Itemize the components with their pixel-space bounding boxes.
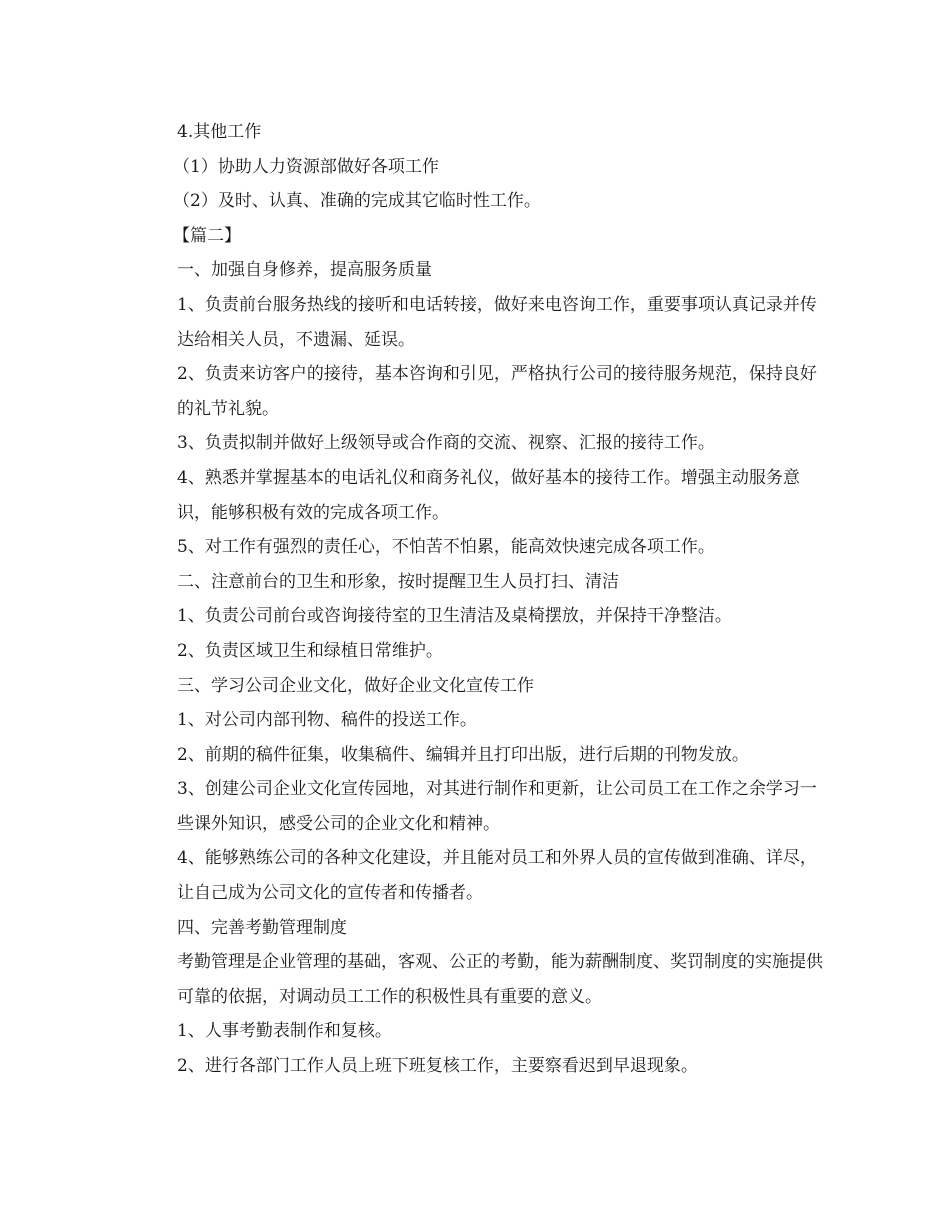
paragraph-attendance-review: 2、进行各部门工作人员上班下班复核工作，主要察看迟到早退现象。 [177, 1056, 698, 1077]
paragraph-temporary-tasks: （2）及时、认真、准确的完成其它临时性工作。 [173, 191, 541, 212]
paragraph-attendance-importance: 考勤管理是企业管理的基础，客观、公正的考勤，能为薪酬制度、奖罚制度的实施提供可靠的依据，对调动员工工作的积极性具有重要的意义。 [177, 952, 823, 1007]
paragraph-hotline: 1、负责前台服务热线的接听和电话转接，做好来电咨询工作，重要事项认真记录并传达给相关人员，不遗漏、延误。 [177, 294, 817, 350]
heading-corporate-culture: 三、学习公司企业文化，做好企业文化宣传工作 [177, 675, 534, 696]
heading-hygiene: 二、注意前台的卫生和形象，按时提醒卫生人员打扫、清洁 [177, 571, 619, 592]
paragraph-etiquette: 4、熟悉并掌握基本的电话礼仪和商务礼仪，做好基本的接待工作。增强主动服务意识，能够积极有效的完成各项工作。 [177, 467, 800, 523]
paragraph-responsibility: 5、对工作有强烈的责任心，不怕苦不怕累，能高效快速完成各项工作。 [177, 537, 715, 558]
paragraph-manuscript-collection: 2、前期的稿件征集，收集稿件、编辑并且打印出版，进行后期的刊物发放。 [177, 744, 749, 765]
paragraph-culture-building: 4、能够熟练公司的各种文化建设，并且能对员工和外界人员的宣传做到准确、详尽，让自己成为公司文化的宣传者和传播者。 [177, 848, 817, 904]
section-heading-part-two: 【篇二】 [173, 225, 241, 246]
paragraph-other-work: 4.其他工作 [177, 122, 262, 142]
paragraph-plant-maintenance: 2、负责区域卫生和绿植日常维护。 [177, 640, 443, 661]
paragraph-culture-garden: 3、创建公司企业文化宣传园地，对其进行制作和更新，让公司员工在工作之余学习一些课外知识，感受公司的企业文化和精神。 [177, 779, 817, 834]
heading-self-cultivation: 一、加强自身修养，提高服务质量 [177, 260, 432, 281]
paragraph-assist-hr: （1）协助人力资源部做好各项工作 [173, 156, 439, 177]
paragraph-visitor-reception: 2、负责来访客户的接待，基本咨询和引见，严格执行公司的接待服务规范，保持良好的礼节礼貌。 [177, 364, 817, 419]
paragraph-front-desk-cleaning: 1、负责公司前台或咨询接待室的卫生清洁及桌椅摆放，并保持干净整洁。 [177, 606, 732, 627]
document-body [143, 115, 823, 1084]
paragraph-attendance-sheet: 1、人事考勤表制作和复核。 [177, 1021, 392, 1042]
heading-attendance: 四、完善考勤管理制度 [177, 917, 347, 938]
paragraph-publication-delivery: 1、对公司内部刊物、稿件的投送工作。 [177, 710, 477, 731]
paragraph-leader-reception: 3、负责拟制并做好上级领导或合作商的交流、视察、汇报的接待工作。 [177, 433, 715, 454]
